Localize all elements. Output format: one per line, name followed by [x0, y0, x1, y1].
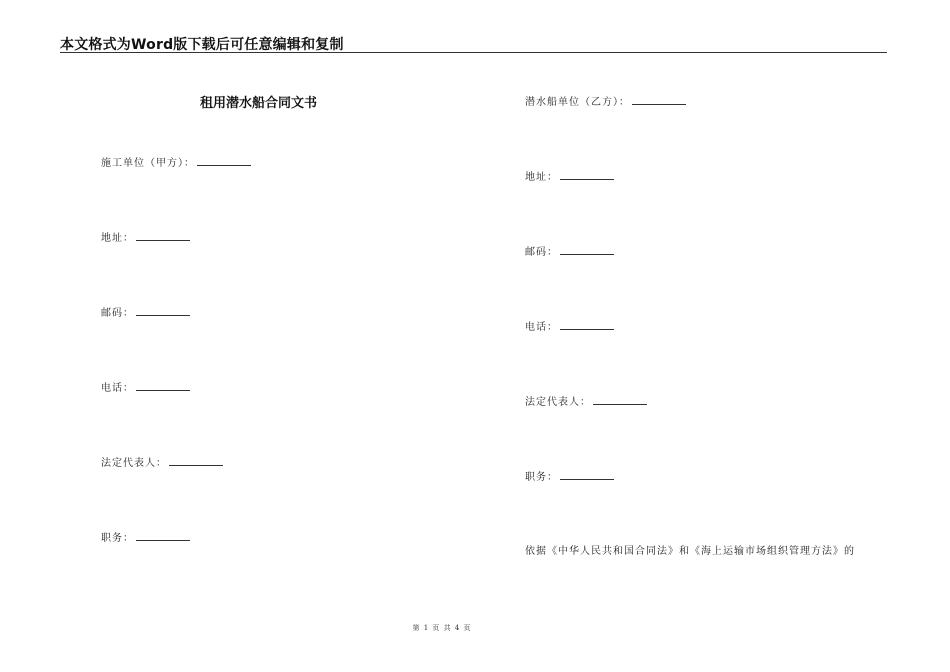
party-a-unit-blank [197, 156, 251, 166]
party-a-unit-label: 施工单位（甲方）： [101, 158, 195, 169]
party-b-postcode-blank [560, 245, 614, 255]
party-a-address-blank [136, 231, 190, 241]
party-b-postcode-label: 邮码： [525, 247, 558, 258]
party-b-phone-label: 电话： [525, 322, 558, 333]
party-b-unit-blank [632, 95, 686, 105]
party-b-legal-rep-blank [593, 395, 647, 405]
party-a-position-field [101, 529, 190, 544]
party-b-unit-label: 潜水船单位（乙方）： [525, 97, 630, 108]
party-b-position-blank [560, 470, 614, 480]
party-a-address-label: 地址： [101, 233, 134, 244]
party-b-position-label: 职务： [525, 472, 558, 483]
party-b-phone-field [525, 318, 614, 333]
party-b-legal-rep-label: 法定代表人： [525, 397, 591, 408]
party-b-address-blank [560, 170, 614, 180]
header-divider [60, 52, 887, 53]
page-header-title: 本文格式为Word版下载后可任意编辑和复制 [60, 37, 344, 53]
party-a-phone-label: 电话： [101, 383, 134, 394]
party-b-address-label: 地址： [525, 172, 558, 183]
party-b-position-field [525, 468, 614, 483]
party-a-position-blank [136, 531, 190, 541]
party-a-unit-field [101, 154, 251, 169]
party-a-phone-field [101, 379, 190, 394]
party-b-address-field [525, 168, 614, 183]
party-a-postcode-label: 邮码： [101, 308, 134, 319]
page-footer: 第 1 页 共 4 页 [412, 624, 472, 632]
contract-body-text: 依据《中华人民共和国合同法》和《海上运输市场组织管理方法》的 [525, 546, 855, 557]
party-b-postcode-field [525, 243, 614, 258]
party-a-postcode-blank [136, 306, 190, 316]
party-a-postcode-field [101, 304, 190, 319]
party-b-phone-blank [560, 320, 614, 330]
party-b-unit-field [525, 93, 686, 108]
party-a-legal-rep-field [101, 454, 223, 469]
party-a-address-field [101, 229, 190, 244]
party-a-position-label: 职务： [101, 533, 134, 544]
party-a-phone-blank [136, 381, 190, 391]
party-a-legal-rep-label: 法定代表人： [101, 458, 167, 469]
document-title: 租用潜水船合同文书 [200, 96, 318, 111]
party-a-legal-rep-blank [169, 456, 223, 466]
party-b-legal-rep-field [525, 393, 647, 408]
